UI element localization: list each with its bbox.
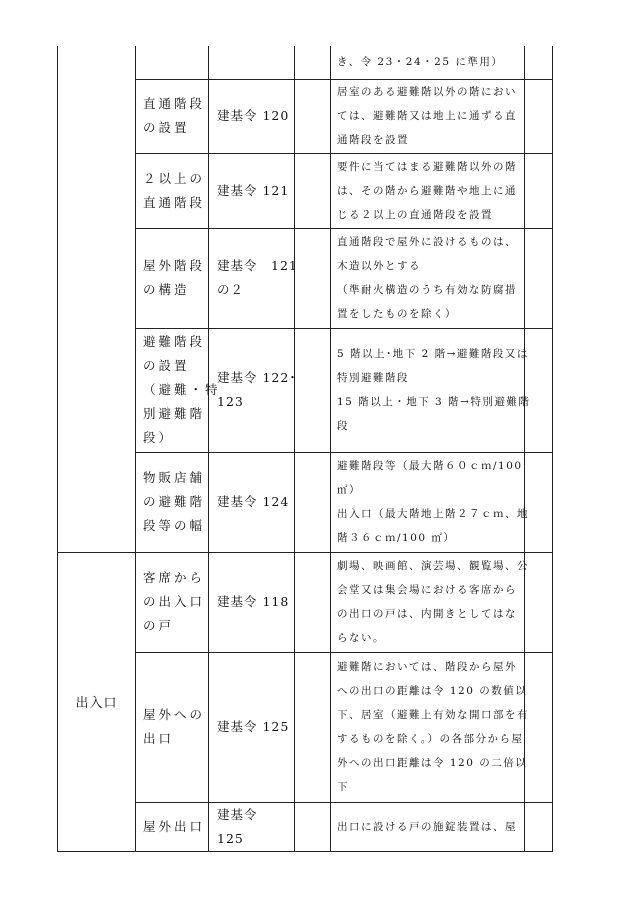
description-line: 出入口（最大階地上階２７ｃｍ、地 — [337, 508, 529, 520]
blank-cell — [295, 79, 331, 153]
article-line: 建基令 122･ — [217, 370, 297, 385]
remarks-cell — [525, 652, 553, 802]
item-cell — [136, 328, 221, 452]
description-line: ㎡） — [337, 484, 361, 496]
description-line: するものを除く。）の各部分から屋 — [337, 733, 524, 745]
description-line: 避難階段等（最大階６０ｃｍ/100 — [337, 460, 523, 472]
item-cell — [136, 552, 209, 652]
item-line: の構造 — [143, 282, 190, 297]
description-cell — [331, 46, 525, 79]
description-line: 下 — [337, 781, 349, 793]
remarks-cell — [525, 452, 553, 552]
article-cell: 建基令 124 — [209, 452, 295, 552]
description-cell — [331, 552, 529, 652]
article-cell — [209, 46, 295, 79]
item-cell — [136, 452, 209, 552]
description-line: （準耐火構造のうち有効な防腐措 — [337, 284, 517, 296]
item-line: 段） — [143, 430, 175, 445]
article-line: 建基令 121 — [217, 258, 298, 273]
item-line: ２以上の — [143, 170, 206, 186]
remarks-cell — [525, 228, 553, 328]
description-line: 避難階においては、階段から屋外 — [337, 661, 517, 673]
description-line: 外への出口距離は令 120 の二倍以 — [337, 757, 528, 769]
item-cell — [136, 652, 209, 802]
item-line: 避難階段 — [143, 334, 206, 349]
table-row-continued — [58, 46, 553, 79]
description-line: 通階段を設置 — [337, 134, 409, 146]
article-cell: 建基令 120 — [209, 79, 295, 153]
item-line: 物販店舗 — [143, 470, 206, 485]
article-line: 123 — [217, 394, 244, 409]
description-line: 直通階段で屋外に設けるものは、 — [337, 236, 517, 248]
item-line: 段等の幅 — [143, 518, 206, 533]
item-line: 別避難階 — [143, 406, 206, 421]
article-cell: 建基令 125 — [209, 652, 295, 802]
description-cell — [331, 328, 531, 452]
item-line: 客席から — [143, 570, 206, 585]
blank-cell — [295, 652, 331, 802]
description-cell — [331, 652, 529, 802]
remarks-cell — [525, 79, 553, 153]
article-line: の２ — [217, 282, 245, 297]
description-cell — [331, 452, 529, 552]
article-cell — [209, 228, 298, 328]
description-line: 置をしたものを除く） — [337, 308, 457, 320]
blank-cell — [295, 153, 331, 228]
description-line: 5 階以上･地下 2 階→避難階段又は — [337, 348, 529, 360]
description-cell — [331, 802, 525, 851]
description-line: 出口に設ける戸の施錠装置は、屋 — [337, 820, 517, 833]
blank-cell — [295, 552, 331, 652]
description-line: の出口の戸は、内開きとしてはな — [337, 608, 517, 620]
description-line: 劇場、映画館、演芸場、観覧場、公 — [337, 560, 529, 572]
item-line: の戸 — [143, 618, 175, 633]
item-line: の設置 — [143, 358, 190, 373]
description-line: 木造以外とする — [337, 260, 421, 272]
description-line: への出口の距離は令 120 の数値以 — [337, 685, 528, 697]
item-cell — [136, 46, 209, 79]
item-line: の出入口 — [143, 594, 206, 609]
article-cell — [209, 328, 295, 452]
description-cell — [331, 153, 525, 228]
description-line: 居室のある避難階以外の階におい — [337, 86, 517, 98]
category-cell-continued — [58, 46, 136, 552]
remarks-cell — [525, 46, 553, 79]
blank-cell — [295, 328, 331, 452]
item-line: 直通階段 — [143, 96, 206, 111]
description-line: 15 階以上・地下 3 階→特別避難階 — [337, 396, 531, 408]
regulation-table — [57, 46, 553, 852]
description-cell — [331, 228, 525, 328]
blank-cell — [295, 228, 331, 328]
description-line: 段 — [337, 420, 349, 432]
item-line: 屋外階段 — [143, 258, 206, 273]
description-line: じる２以上の直通階段を設置 — [337, 208, 493, 221]
blank-cell — [295, 802, 331, 851]
item-cell — [136, 228, 209, 328]
description-line: 要件に当てはまる避難階以外の階 — [337, 160, 517, 173]
description-line: 階３６ｃｍ/100 ㎡） — [337, 532, 456, 544]
item-line: 屋外への — [143, 707, 206, 722]
blank-cell — [295, 46, 331, 79]
table-row-audience-exit-door — [58, 552, 553, 652]
description-line: き、令 23・24・25 に準用） — [337, 56, 504, 69]
description-line: は、その階から避難階や地上に通 — [337, 184, 517, 197]
item-cell — [136, 79, 209, 153]
article-cell: 建基令 125 — [209, 802, 295, 851]
item-line: 直通階段 — [143, 194, 206, 210]
remarks-cell — [525, 153, 553, 228]
description-line: らない。 — [337, 632, 385, 644]
item-cell — [136, 802, 209, 851]
blank-cell — [295, 452, 331, 552]
description-cell — [331, 79, 525, 153]
item-line: 屋外出口 — [143, 818, 206, 834]
item-line: （避難・特 — [143, 382, 221, 397]
item-cell — [136, 153, 209, 228]
item-line: 出口 — [143, 731, 175, 746]
article-cell: 建基令 118 — [209, 552, 295, 652]
remarks-cell — [525, 328, 553, 452]
item-line: の避難階 — [143, 494, 206, 509]
description-line: 会堂又は集会場における客席から — [337, 584, 517, 596]
description-line: 下、居室（避難上有効な開口部を有 — [337, 709, 529, 721]
item-line: の設置 — [143, 120, 190, 135]
article-cell: 建基令 121 — [209, 153, 295, 228]
remarks-cell — [525, 802, 553, 851]
description-line: 特別避難階段 — [337, 372, 409, 384]
category-cell: 出入口 — [58, 552, 136, 851]
description-line: ては、避難階又は地上に通ずる直 — [337, 110, 517, 122]
